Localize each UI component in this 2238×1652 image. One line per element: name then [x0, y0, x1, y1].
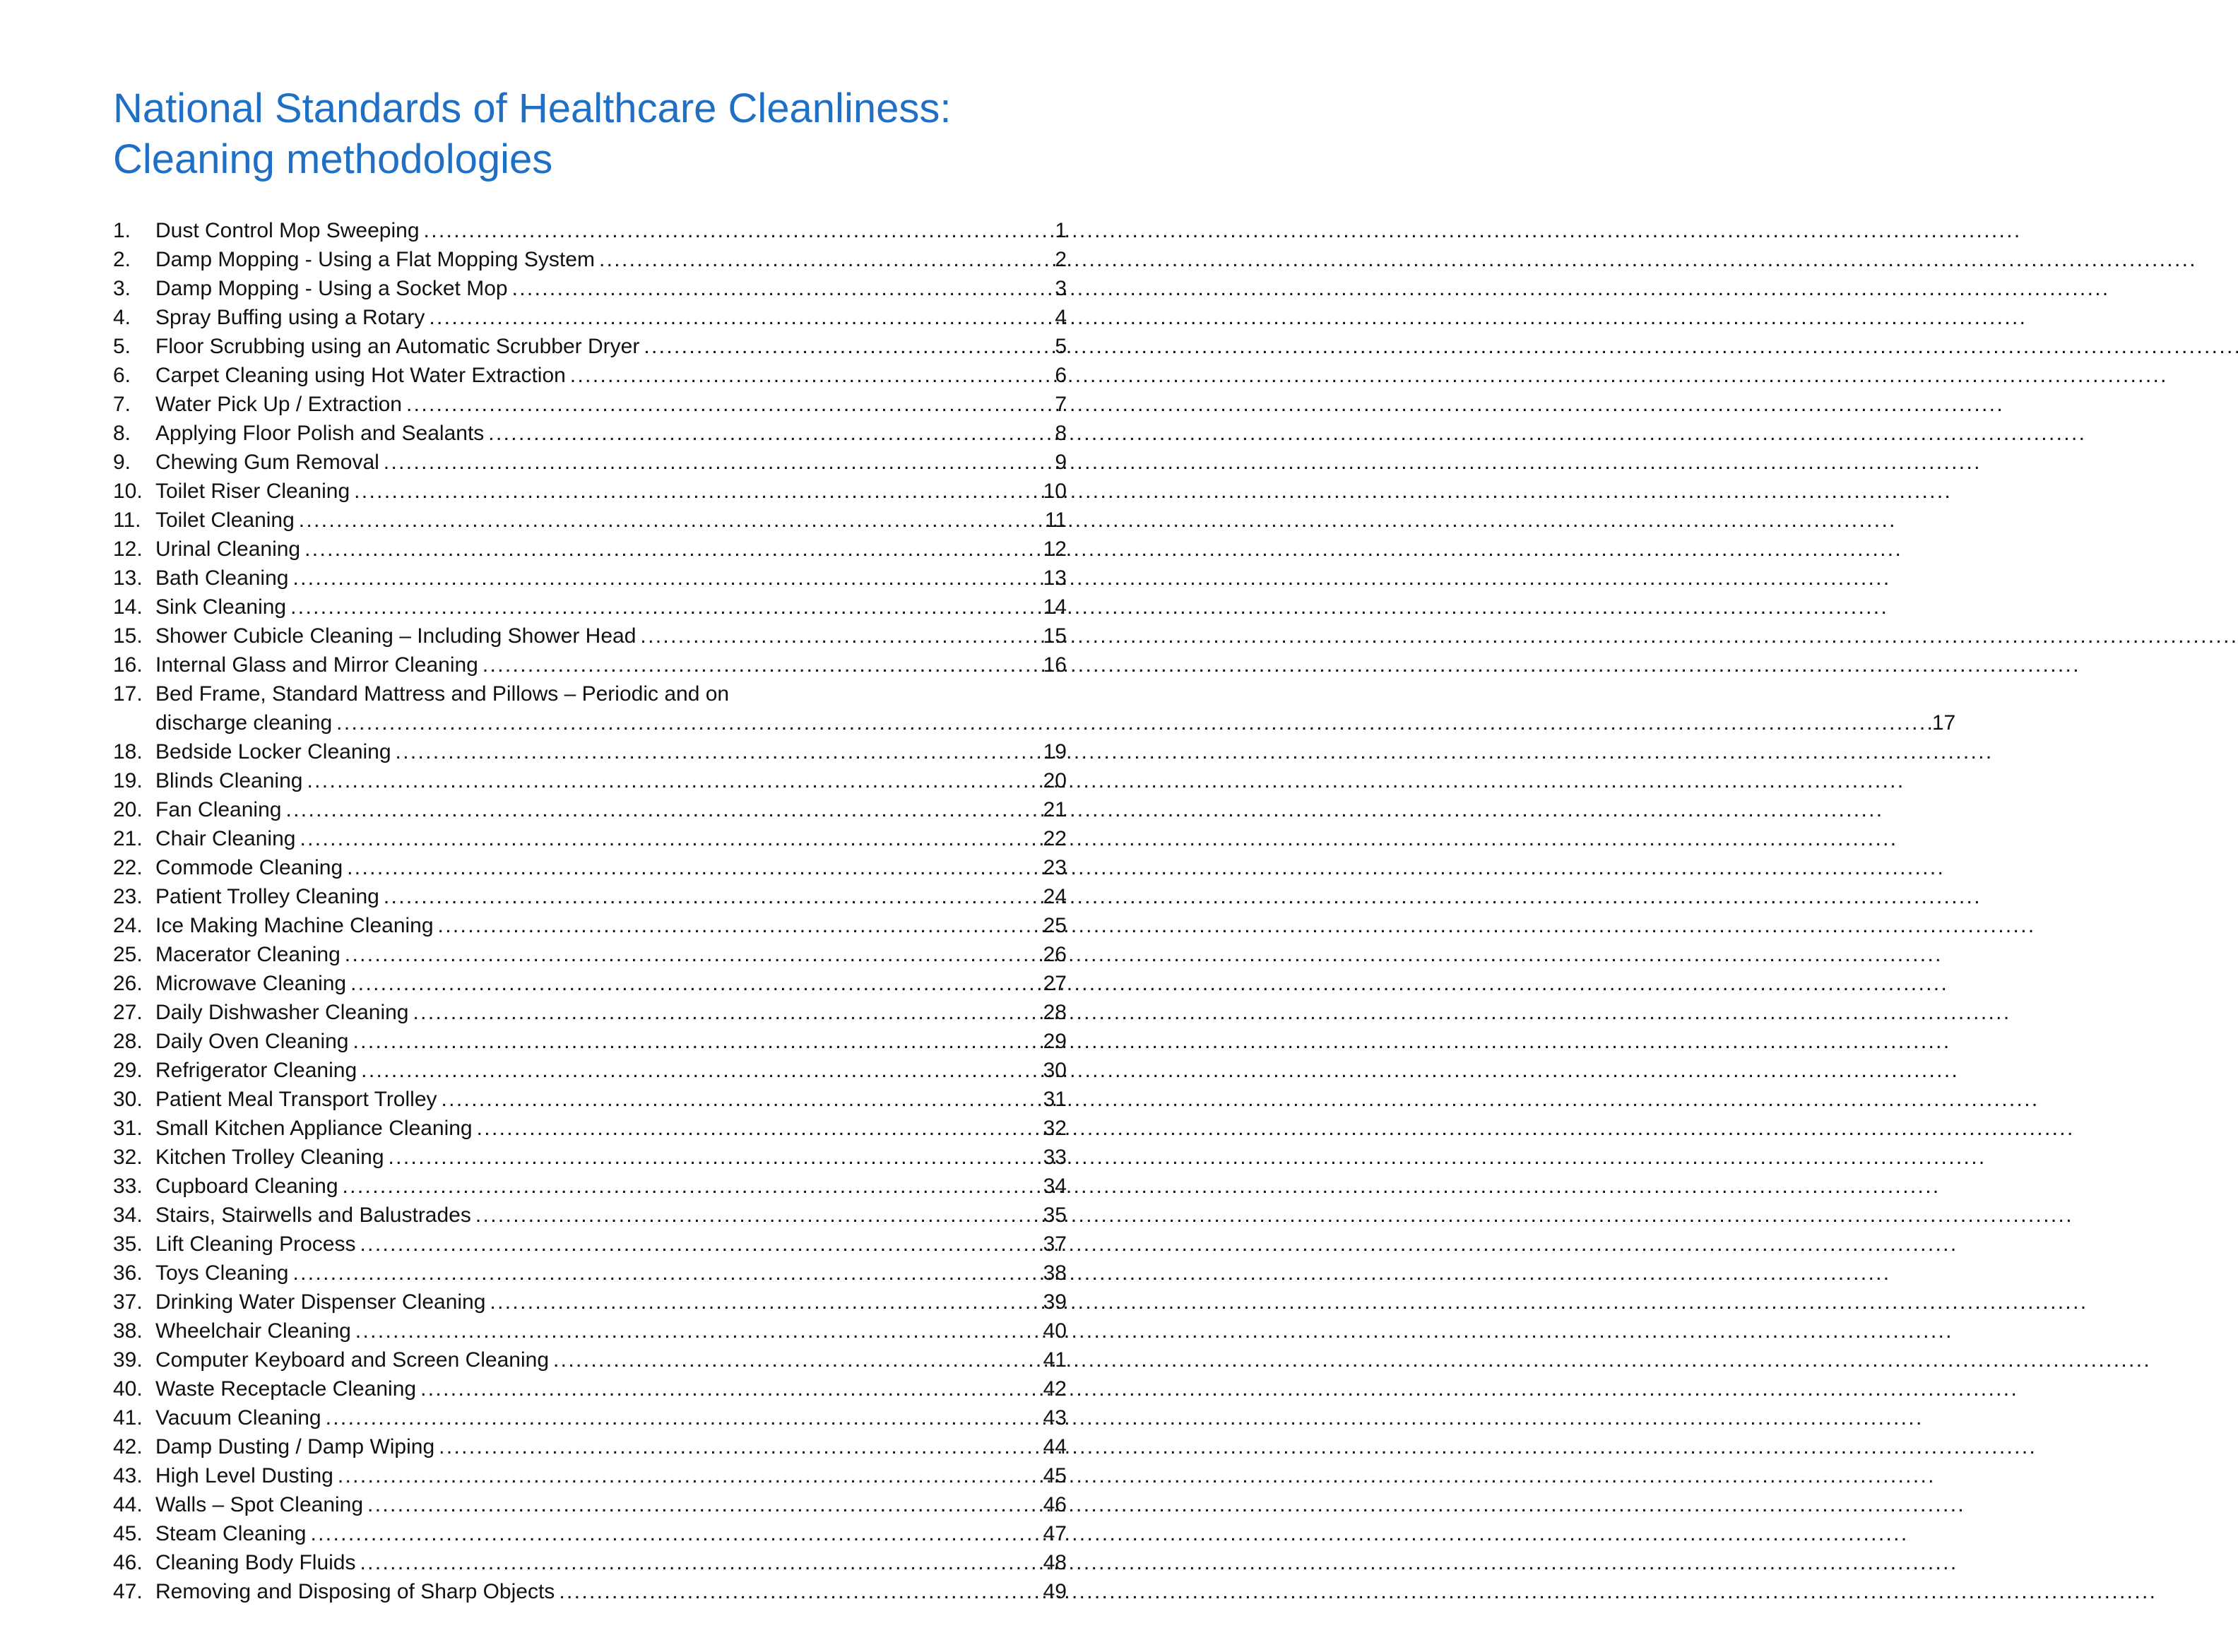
toc-dot-leader: [482, 650, 1042, 679]
toc-dot-leader: [570, 361, 1053, 390]
toc-entry-number: 23.: [113, 885, 143, 908]
toc-entry[interactable]: [113, 911, 1067, 940]
toc-entry-label: Floor Scrubbing using an Automatic Scrubber Dryer: [155, 335, 640, 358]
toc-entry[interactable]: [113, 1548, 1067, 1577]
toc-entry-body: [155, 1288, 1067, 1317]
toc-entry-page-number: 1: [1055, 219, 1067, 242]
toc-entry-label: Shower Cubicle Cleaning – Including Shower Head: [155, 624, 637, 648]
toc-dot-leader: [490, 1288, 1041, 1317]
toc-entry[interactable]: [113, 1432, 1067, 1461]
toc-entry-number: 27.: [113, 1001, 143, 1024]
toc-entry-body: [155, 766, 1067, 795]
toc-entry-label: Kitchen Trolley Cleaning: [155, 1146, 384, 1169]
toc-entry-body: [155, 1114, 1067, 1143]
toc-entry[interactable]: [113, 303, 1067, 332]
toc-entry-body: [155, 737, 1067, 766]
toc-entry-body: [155, 1143, 1067, 1172]
toc-entry-number: 35.: [113, 1232, 143, 1256]
toc-dot-leader: [360, 1548, 1042, 1577]
toc-entry-label: Damp Dusting / Damp Wiping: [155, 1435, 435, 1458]
toc-entry-label: Lift Cleaning Process: [155, 1232, 356, 1256]
toc-dot-leader: [350, 969, 1042, 998]
toc-entry-page-number: 2: [1055, 248, 1067, 271]
toc-entry-label: Drinking Water Dispenser Cleaning: [155, 1290, 486, 1314]
toc-entry[interactable]: [113, 853, 1067, 882]
toc-entry-page-number: 30: [1043, 1059, 1067, 1082]
toc-entry-label: Toilet Riser Cleaning: [155, 480, 350, 503]
toc-entry[interactable]: [113, 998, 1067, 1027]
toc-entry-page-number: 14: [1043, 595, 1067, 619]
title-line-2: Cleaning methodologies: [113, 136, 553, 182]
toc-entry[interactable]: [113, 564, 1067, 593]
toc-entry-number: 41.: [113, 1406, 143, 1430]
toc-entry-number: 44.: [113, 1493, 143, 1516]
toc-entry[interactable]: [113, 1143, 1067, 1172]
toc-entry-page-number: 28: [1043, 1001, 1067, 1024]
toc-entry-page-number: 7: [1055, 393, 1067, 416]
toc-entry-body: [155, 824, 1067, 853]
toc-dot-leader: [424, 216, 1054, 245]
toc-dot-leader: [389, 1143, 1042, 1172]
toc-entry[interactable]: [113, 419, 1067, 448]
toc-entry-label: Toys Cleaning: [155, 1261, 289, 1285]
toc-entry-page-number: 49: [1043, 1580, 1067, 1603]
toc-entry-number: 26.: [113, 972, 143, 995]
toc-entry-page-number: 9: [1055, 451, 1067, 474]
toc-entry-label: Blinds Cleaning: [155, 769, 303, 792]
toc-entry-body: [155, 535, 1067, 564]
toc-entry[interactable]: [113, 1172, 1067, 1201]
toc-entry-page-number: 16: [1043, 653, 1067, 677]
toc-dot-leader: [304, 535, 1042, 564]
toc-entry-number: 10.: [113, 480, 143, 503]
toc-entry-body: [155, 1490, 1067, 1519]
toc-entry-body: [155, 1577, 1067, 1606]
toc-entry-number: 19.: [113, 769, 143, 792]
toc-dot-leader: [644, 332, 1053, 361]
toc-entry-number: 14.: [113, 595, 143, 619]
toc-entry-body: [155, 998, 1067, 1027]
toc-entry[interactable]: [113, 593, 1067, 622]
toc-entry-page-number: 48: [1043, 1551, 1067, 1574]
toc-entry-number: 20.: [113, 798, 143, 821]
toc-entry[interactable]: [113, 1519, 1067, 1548]
toc-dot-leader: [413, 998, 1042, 1027]
toc-entry[interactable]: [113, 1027, 1067, 1056]
toc-entry-label: Damp Mopping - Using a Flat Mopping System: [155, 248, 595, 271]
toc-entry-body: [155, 795, 1067, 824]
toc-entry-label: Macerator Cleaning: [155, 943, 341, 966]
toc-entry-number: 1.: [113, 219, 131, 242]
toc-entry-page-number: 8: [1055, 422, 1067, 445]
toc-dot-leader: [326, 1403, 1042, 1432]
toc-entry[interactable]: [113, 1490, 1067, 1519]
toc-dot-leader: [420, 1374, 1042, 1403]
toc-entry-page-number: 3: [1055, 277, 1067, 300]
toc-entry-body: [155, 1201, 1067, 1230]
toc-entry[interactable]: [113, 1403, 1067, 1432]
toc-entry-page-number: 4: [1055, 306, 1067, 329]
toc-entry[interactable]: [113, 1259, 1067, 1288]
toc-entry[interactable]: [113, 737, 1067, 766]
document-page: [113, 83, 1956, 1606]
toc-entry-body: [155, 477, 1067, 506]
toc-entry-number: 39.: [113, 1348, 143, 1372]
toc-entry-body: [155, 419, 1067, 448]
toc-entry-body: [155, 1374, 1067, 1403]
toc-entry-body: [155, 1345, 1067, 1374]
toc-entry-body: [155, 361, 1067, 390]
toc-entry-number: 22.: [113, 856, 143, 879]
toc-entry-label: Water Pick Up / Extraction: [155, 393, 402, 416]
toc-entry-number: 8.: [113, 422, 131, 445]
toc-entry-label: Urinal Cleaning: [155, 537, 301, 561]
toc-entry[interactable]: [113, 1114, 1067, 1143]
toc-entry[interactable]: [113, 679, 1956, 737]
title-line-1: National Standards of Healthcare Cleanliness:: [113, 85, 952, 131]
toc-dot-leader: [360, 1230, 1041, 1259]
toc-entry-label: Commode Cleaning: [155, 856, 343, 879]
toc-entry-number: 6.: [113, 364, 131, 387]
toc-entry-label: Steam Cleaning: [155, 1522, 307, 1545]
toc-entry-body: [155, 1403, 1067, 1432]
toc-entry-body: [155, 650, 1067, 679]
toc-entry-number: 32.: [113, 1146, 143, 1169]
toc-entry-label: Toilet Cleaning: [155, 509, 295, 532]
toc-dot-leader: [285, 795, 1041, 824]
toc-dot-leader: [355, 1317, 1042, 1345]
toc-entry-body: [155, 1432, 1067, 1461]
toc-entry-body: [155, 506, 1067, 535]
table-of-contents: [113, 216, 1956, 1606]
toc-entry-number: 4.: [113, 306, 131, 329]
toc-entry-label: Sink Cleaning: [155, 595, 287, 619]
toc-dot-leader: [384, 448, 1054, 477]
toc-entry-label: Internal Glass and Mirror Cleaning: [155, 653, 478, 677]
toc-entry[interactable]: [113, 766, 1067, 795]
toc-entry-page-number: 19: [1043, 740, 1067, 763]
toc-dot-leader: [512, 274, 1054, 303]
toc-dot-leader: [292, 564, 1041, 593]
toc-entry-number: 5.: [113, 335, 131, 358]
toc-entry-body: [155, 390, 1067, 419]
toc-entry-body: [155, 911, 1067, 940]
toc-entry-body: [155, 679, 1955, 737]
toc-entry-label: Bedside Locker Cleaning: [155, 740, 391, 763]
toc-dot-leader: [338, 1461, 1042, 1490]
toc-entry-body: [155, 448, 1067, 477]
toc-entry[interactable]: [113, 795, 1067, 824]
toc-entry-label: Refrigerator Cleaning: [155, 1059, 357, 1082]
toc-entry-number: 13.: [113, 566, 143, 590]
toc-entry-number: 16.: [113, 653, 143, 677]
toc-entry-label: Cleaning Body Fluids: [155, 1551, 356, 1574]
toc-entry-number: 11.: [113, 509, 141, 532]
toc-entry-label: Daily Oven Cleaning: [155, 1030, 349, 1053]
toc-entry[interactable]: [113, 535, 1067, 564]
toc-dot-leader: [343, 1172, 1042, 1201]
toc-entry-number: 7.: [113, 393, 131, 416]
toc-entry-page-number: 13: [1043, 566, 1067, 590]
toc-dot-leader: [429, 303, 1053, 332]
toc-entry-page-number: 45: [1043, 1464, 1067, 1487]
toc-entry-number: 33.: [113, 1175, 143, 1198]
toc-dot-leader: [406, 390, 1053, 419]
toc-entry-page-number: 26: [1043, 943, 1067, 966]
toc-entry-label: Bath Cleaning: [155, 566, 289, 590]
toc-entry-page-number: 31: [1043, 1088, 1067, 1111]
toc-entry-body: [155, 564, 1067, 593]
toc-entry-number: 38.: [113, 1319, 143, 1343]
toc-entry[interactable]: [113, 1461, 1067, 1490]
toc-dot-leader: [354, 477, 1041, 506]
toc-entry-label: Chewing Gum Removal: [155, 451, 379, 474]
toc-entry-page-number: 10: [1043, 480, 1067, 503]
toc-dot-leader: [439, 1432, 1041, 1461]
toc-entry[interactable]: [113, 824, 1067, 853]
toc-entry-number: 42.: [113, 1435, 143, 1458]
toc-entry-number: 43.: [113, 1464, 143, 1487]
toc-dot-leader: [640, 622, 1041, 650]
toc-entry-body: [155, 1056, 1067, 1085]
toc-entry-page-number: 47: [1043, 1522, 1067, 1545]
toc-entry-number: 46.: [113, 1551, 143, 1574]
toc-entry-page-number: 11: [1044, 509, 1067, 532]
toc-entry[interactable]: [113, 216, 1067, 245]
toc-entry[interactable]: [113, 969, 1067, 998]
toc-dot-leader: [310, 1519, 1041, 1548]
toc-entry-label: Patient Meal Transport Trolley: [155, 1088, 437, 1111]
toc-dot-leader: [396, 737, 1042, 766]
toc-entry[interactable]: [113, 390, 1067, 419]
toc-entry-number: 47.: [113, 1580, 143, 1603]
toc-dot-leader: [384, 882, 1042, 911]
toc-entry[interactable]: [113, 332, 1067, 361]
toc-entry-number: 45.: [113, 1522, 143, 1545]
toc-entry-number: 3.: [113, 277, 131, 300]
toc-entry-number: 12.: [113, 537, 143, 561]
toc-entry-label: Damp Mopping - Using a Socket Mop: [155, 277, 508, 300]
toc-entry-page-number: 32: [1043, 1117, 1067, 1140]
toc-entry-body: [155, 1027, 1067, 1056]
toc-entry-body: [155, 1548, 1067, 1577]
toc-entry-page-number: 38: [1043, 1261, 1067, 1285]
toc-entry-continuation: [155, 708, 1955, 737]
toc-entry-label: Applying Floor Polish and Sealants: [155, 422, 485, 445]
toc-entry-page-number: 22: [1043, 827, 1067, 850]
toc-entry-page-number: 20: [1043, 769, 1067, 792]
toc-entry-page-number: 27: [1043, 972, 1067, 995]
toc-entry[interactable]: [113, 245, 1067, 274]
toc-entry-page-number: 23: [1043, 856, 1067, 879]
toc-entry-number: 28.: [113, 1030, 143, 1053]
toc-dot-leader: [553, 1345, 1042, 1374]
toc-entry-label: Fan Cleaning: [155, 798, 282, 821]
toc-entry-number: 24.: [113, 914, 143, 937]
toc-entry-label: Spray Buffing using a Rotary: [155, 306, 425, 329]
toc-entry-number: 29.: [113, 1059, 143, 1082]
toc-entry[interactable]: [113, 1230, 1067, 1259]
toc-entry[interactable]: [113, 1345, 1067, 1374]
toc-entry-label: Carpet Cleaning using Hot Water Extraction: [155, 364, 566, 387]
toc-dot-leader: [292, 1259, 1041, 1288]
toc-entry-body: [155, 1461, 1067, 1490]
toc-dot-leader: [367, 1490, 1042, 1519]
toc-entry-label: Ice Making Machine Cleaning: [155, 914, 434, 937]
toc-entry[interactable]: [113, 940, 1067, 969]
toc-entry-body: [155, 216, 1067, 245]
toc-entry-body: [155, 593, 1067, 622]
toc-entry-label: Bed Frame, Standard Mattress and Pillows – Periodic and on: [155, 682, 730, 706]
toc-entry-body: [155, 622, 1067, 650]
toc-entry-body: [155, 1317, 1067, 1345]
toc-entry-body: [155, 969, 1067, 998]
toc-entry[interactable]: [113, 506, 1067, 535]
toc-entry-body: [155, 1172, 1067, 1201]
toc-entry-body: [155, 1519, 1067, 1548]
toc-dot-leader: [345, 940, 1042, 969]
toc-entry-number: 25.: [113, 943, 143, 966]
toc-dot-leader: [300, 824, 1041, 853]
toc-entry-label: Stairs, Stairwells and Balustrades: [155, 1204, 471, 1227]
toc-dot-leader: [353, 1027, 1041, 1056]
toc-entry-number: 31.: [113, 1117, 143, 1140]
toc-entry-body: [155, 332, 1067, 361]
toc-dot-leader: [290, 593, 1042, 622]
toc-entry-number: 15.: [113, 624, 143, 648]
toc-entry-page-number: 12: [1043, 537, 1067, 561]
toc-entry-page-number: 39: [1043, 1290, 1067, 1314]
toc-entry-page-number: 41: [1043, 1348, 1067, 1372]
toc-entry-label: Microwave Cleaning: [155, 972, 347, 995]
toc-entry-page-number: 34: [1043, 1175, 1067, 1198]
toc-entry-page-number: 5: [1055, 335, 1067, 358]
toc-entry-number: 18.: [113, 740, 143, 763]
toc-entry-number: 40.: [113, 1377, 143, 1401]
toc-entry[interactable]: [113, 622, 1067, 650]
toc-entry-page-number: 17: [1931, 711, 1956, 735]
toc-entry-label: Chair Cleaning: [155, 827, 296, 850]
toc-entry-page-number: 37: [1043, 1232, 1067, 1256]
toc-entry-label-continued: discharge cleaning: [155, 711, 333, 735]
toc-dot-leader: [299, 506, 1043, 535]
toc-dot-leader: [559, 1577, 1041, 1606]
toc-dot-leader: [488, 419, 1053, 448]
toc-dot-leader: [599, 245, 1053, 274]
toc-entry-label: Computer Keyboard and Screen Cleaning: [155, 1348, 550, 1372]
toc-entry-body: [155, 245, 1067, 274]
toc-dot-leader: [307, 766, 1041, 795]
toc-dot-leader: [347, 853, 1041, 882]
toc-entry-number: 37.: [113, 1290, 143, 1314]
toc-entry-number: 34.: [113, 1204, 143, 1227]
toc-entry[interactable]: [113, 477, 1067, 506]
toc-entry-label: Removing and Disposing of Sharp Objects: [155, 1580, 555, 1603]
toc-entry-page-number: 46: [1043, 1493, 1067, 1516]
toc-entry-body: [155, 1230, 1067, 1259]
toc-entry-label: Vacuum Cleaning: [155, 1406, 321, 1430]
toc-entry-page-number: 44: [1043, 1435, 1067, 1458]
toc-entry-page-number: 40: [1043, 1319, 1067, 1343]
toc-entry-number: 2.: [113, 248, 131, 271]
toc-entry-label: High Level Dusting: [155, 1464, 333, 1487]
toc-entry[interactable]: [113, 1085, 1067, 1114]
toc-entry[interactable]: [113, 1288, 1067, 1317]
toc-entry-body: [155, 853, 1067, 882]
toc-entry-number: 17.: [113, 682, 143, 706]
toc-dot-leader: [336, 708, 1931, 737]
toc-entry-label: Small Kitchen Appliance Cleaning: [155, 1117, 473, 1140]
toc-dot-leader: [475, 1201, 1042, 1230]
toc-entry-page-number: 35: [1043, 1204, 1067, 1227]
toc-entry-page-number: 25: [1043, 914, 1067, 937]
toc-entry-page-number: 29: [1043, 1030, 1067, 1053]
toc-entry-body: [155, 303, 1067, 332]
toc-entry[interactable]: [113, 361, 1067, 390]
toc-entry[interactable]: [113, 1374, 1067, 1403]
page-title: [113, 83, 1067, 185]
toc-entry[interactable]: [113, 650, 1067, 679]
toc-entry-number: 30.: [113, 1088, 143, 1111]
toc-entry[interactable]: [113, 274, 1067, 303]
toc-entry[interactable]: [113, 1056, 1067, 1085]
toc-entry-label: Dust Control Mop Sweeping: [155, 219, 420, 242]
toc-entry-label: Cupboard Cleaning: [155, 1175, 338, 1198]
toc-entry-label: Wheelchair Cleaning: [155, 1319, 351, 1343]
toc-entry-page-number: 6: [1055, 364, 1067, 387]
toc-entry-body: [155, 940, 1067, 969]
toc-entry-number: 21.: [113, 827, 143, 850]
toc-entry-page-number: 33: [1043, 1146, 1067, 1169]
toc-entry-label: Waste Receptacle Cleaning: [155, 1377, 417, 1401]
toc-entry[interactable]: [113, 1317, 1067, 1345]
toc-entry-page-number: 24: [1043, 885, 1067, 908]
toc-dot-leader: [442, 1085, 1042, 1114]
toc-entry-page-number: 15: [1043, 624, 1067, 648]
toc-entry-body: [155, 274, 1067, 303]
toc-entry[interactable]: [113, 882, 1067, 911]
toc-entry-page-number: 42: [1043, 1377, 1067, 1401]
toc-dot-leader: [477, 1114, 1042, 1143]
toc-entry-page-number: 43: [1043, 1406, 1067, 1430]
toc-entry-number: 9.: [113, 451, 131, 474]
toc-entry-label: Patient Trolley Cleaning: [155, 885, 379, 908]
toc-entry-label: Walls – Spot Cleaning: [155, 1493, 364, 1516]
toc-entry-body: [155, 1085, 1067, 1114]
toc-entry[interactable]: [113, 1577, 1067, 1606]
toc-entry-body: [155, 882, 1067, 911]
toc-entry[interactable]: [113, 448, 1067, 477]
toc-entry-page-number: 21: [1043, 798, 1067, 821]
toc-entry[interactable]: [113, 1201, 1067, 1230]
toc-entry-body: [155, 1259, 1067, 1288]
toc-dot-leader: [438, 911, 1042, 940]
toc-dot-leader: [361, 1056, 1041, 1085]
toc-entry-number: 36.: [113, 1261, 143, 1285]
toc-entry-label: Daily Dishwasher Cleaning: [155, 1001, 409, 1024]
